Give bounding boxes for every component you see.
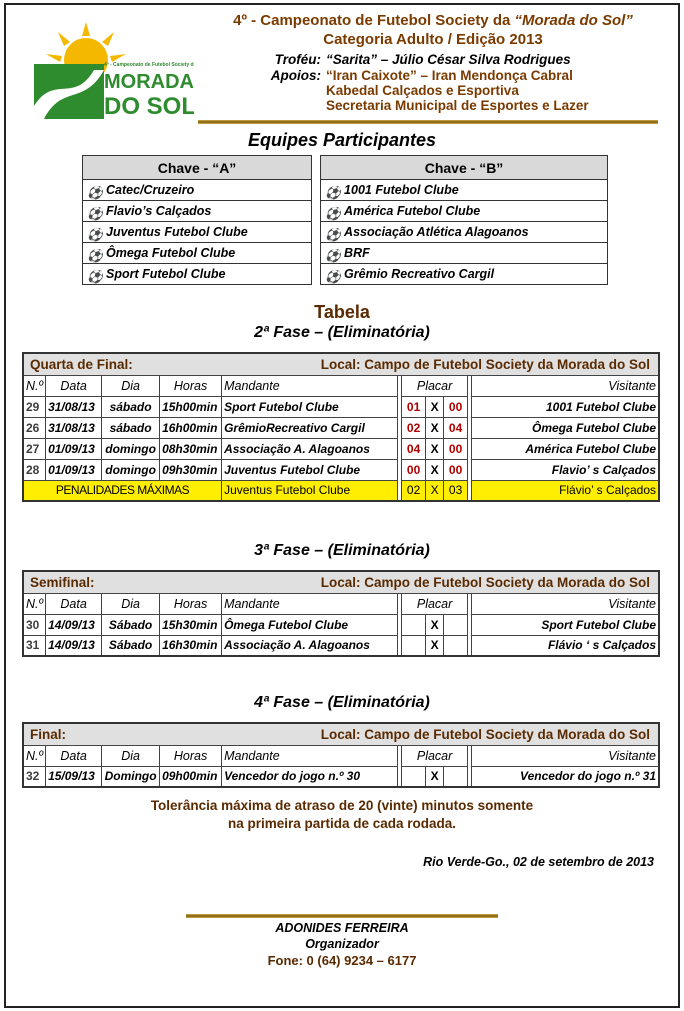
final-table: Final: Local: Campo de Futebol Society da Morada do Sol N.º Data Dia Horas Mandante Placar Visitante 32 15/09/13 Domingo 09h00min Vencedor do jogo n.º 30 X Vencedor do jogo n.º 31 bbox=[22, 722, 660, 788]
team-b-3: ⚽ Associação Atlética Alagoanos bbox=[321, 222, 608, 243]
table-row: 28 01/09/13 domingo 09h30min Juventus Futebol Clube 00 X 00 Flavio’ s Calçados bbox=[23, 459, 659, 480]
morada-do-sol-logo bbox=[24, 14, 194, 122]
quarter-label: Quarta de Final: bbox=[23, 353, 222, 375]
signature-phone: Fone: 0 (64) 9234 – 6177 bbox=[267, 953, 417, 968]
col-n: N.º bbox=[23, 375, 46, 396]
support-row-3: Secretaria Municipal de Esportes e Lazer bbox=[326, 98, 589, 113]
penalty-row: PENALIDADES MÁXIMAS Juventus Futebol Clube 02 X 03 Flávio’ s Calçados bbox=[23, 480, 659, 501]
team-b-1: ⚽ 1001 Futebol Clube bbox=[321, 180, 608, 201]
team-b-4: ⚽ BRF bbox=[321, 243, 608, 264]
football-icon: ⚽ bbox=[325, 227, 341, 242]
header-title1: 4º - Campeonato de Futebol Society da “Morada do Sol” bbox=[233, 12, 633, 29]
col-horas: Horas bbox=[160, 375, 222, 396]
logo-line1: MORADA bbox=[104, 71, 194, 93]
header-divider bbox=[198, 120, 658, 124]
tolerance-note-2: na primeira partida de cada rodada. bbox=[227, 816, 457, 831]
col-visitante: Visitante bbox=[472, 375, 659, 396]
football-icon: ⚽ bbox=[87, 206, 103, 221]
col-mandante: Mandante bbox=[222, 375, 398, 396]
col-data: Data bbox=[46, 375, 102, 396]
football-icon: ⚽ bbox=[87, 185, 103, 200]
tabela-title: Tabela bbox=[314, 302, 370, 322]
football-icon: ⚽ bbox=[87, 248, 103, 263]
group-b-header: Chave - “B” bbox=[321, 156, 608, 180]
table-row: 31 14/09/13 Sábado 16h30min Associação A. Alagoanos X Flávio ‘ s Calçados bbox=[23, 635, 659, 656]
header bbox=[198, 12, 668, 113]
semifinal-label: Semifinal: bbox=[23, 571, 222, 593]
logo-line2: DO SOL bbox=[104, 93, 194, 120]
team-b-2: ⚽ América Futebol Clube bbox=[321, 201, 608, 222]
table-row: 27 01/09/13 domingo 08h30min Associação A. Alagoanos 04 X 00 América Futebol Clube bbox=[23, 438, 659, 459]
teams-table bbox=[82, 155, 608, 285]
logo-small-text: 4º - Campeonato de Futebol Society da bbox=[104, 62, 194, 68]
football-icon: ⚽ bbox=[325, 248, 341, 263]
table-row: 26 31/08/13 sábado 16h00min GrêmioRecreativo Cargil 02 X 04 Ômega Futebol Clube bbox=[23, 417, 659, 438]
support-row: Apoios: “Iran Caixote” – Iran Mendonça Cabral bbox=[270, 68, 573, 83]
quarter-final-table bbox=[22, 352, 660, 502]
col-dia: Dia bbox=[102, 375, 160, 396]
support-row-2: Kabedal Calçados e Esportiva bbox=[326, 83, 519, 98]
location: Local: Campo de Futebol Society da Morada do Sol bbox=[222, 571, 659, 593]
header-title2: Categoria Adulto / Edição 2013 bbox=[323, 31, 543, 48]
table-row: 29 31/08/13 sábado 15h00min Sport Futebol Clube 01 X 00 1001 Futebol Clube bbox=[23, 396, 659, 417]
football-icon: ⚽ bbox=[325, 206, 341, 221]
location: Local: Campo de Futebol Society da Morada do Sol bbox=[222, 723, 659, 745]
location: Local: Campo de Futebol Society da Morada do Sol bbox=[222, 353, 659, 375]
football-icon: ⚽ bbox=[87, 227, 103, 242]
group-a-header: Chave - “A” bbox=[83, 156, 312, 180]
place-date: Rio Verde-Go., 02 de setembro de 2013 bbox=[423, 855, 654, 869]
team-a-1: ⚽ Catec/Cruzeiro bbox=[83, 180, 312, 201]
trophy-row: Troféu: “Sarita” – Júlio César Silva Rodrigues bbox=[274, 52, 571, 67]
signature-role: Organizador bbox=[305, 937, 379, 951]
table-row: 32 15/09/13 Domingo 09h00min Vencedor do jogo n.º 30 X Vencedor do jogo n.º 31 bbox=[23, 766, 659, 787]
football-icon: ⚽ bbox=[325, 185, 341, 200]
phase4-title: 4ª Fase – (Eliminatória) bbox=[254, 694, 430, 711]
team-a-3: ⚽ Juventus Futebol Clube bbox=[83, 222, 312, 243]
signature-name: ADONIDES FERREIRA bbox=[275, 921, 409, 935]
team-a-4: ⚽ Ômega Futebol Clube bbox=[83, 243, 312, 264]
signature-line bbox=[186, 914, 498, 918]
team-b-5: ⚽ Grêmio Recreativo Cargil bbox=[321, 264, 608, 285]
phase2-title: 2ª Fase – (Eliminatória) bbox=[254, 324, 430, 341]
tolerance-note-1: Tolerância máxima de atraso de 20 (vinte) minutos somente bbox=[150, 798, 534, 813]
football-icon: ⚽ bbox=[87, 269, 103, 284]
table-row: 30 14/09/13 Sábado 15h30min Ômega Futebol Clube X Sport Futebol Clube bbox=[23, 614, 659, 635]
phase3-title: 3ª Fase – (Eliminatória) bbox=[254, 542, 430, 559]
team-a-2: ⚽ Flavio’s Calçados bbox=[83, 201, 312, 222]
team-a-5: ⚽ Sport Futebol Clube bbox=[83, 264, 312, 285]
teams-title: Equipes Participantes bbox=[247, 130, 437, 150]
final-label: Final: bbox=[23, 723, 222, 745]
football-icon: ⚽ bbox=[325, 269, 341, 284]
semifinal-table: Semifinal: Local: Campo de Futebol Society da Morada do Sol N.º Data Dia Horas Mandante Placar Visitante 30 14/09/13 Sábado 15h30min Ômega Futebol Clube X Sport Futebol Clube 31 14/09/13 Sábado 16h30min Associação A. Alagoanos X Flávio ‘ s Calçados bbox=[22, 570, 660, 657]
col-placar: Placar bbox=[402, 375, 468, 396]
